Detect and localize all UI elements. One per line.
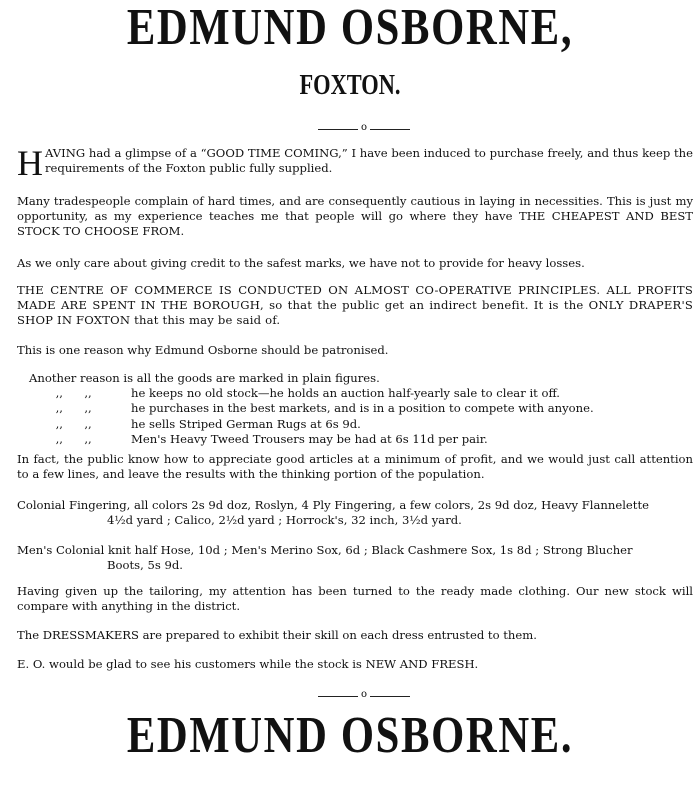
drop-cap: H: [17, 143, 43, 183]
colonial-line-2: 4½d yard ; Calico, 2½d yard ; Horrock's, 32 inch, 3½d yard.: [107, 513, 462, 527]
paragraph-patronise: This is one reason why Edmund Osborne should be patronised.: [17, 343, 389, 357]
intro-text: AVING had a glimpse of a “GOOD TIME COMING,” I have been induced to purchase freely, and thus keep the requirements of the Foxton public fully supplied.: [45, 146, 693, 175]
reasons-lead: Another reason is all the goods are marked in plain figures.: [29, 371, 380, 385]
paragraph-fact: In fact, the public know how to appreciate good articles at a minimum of profit, and we would just call attention to a few lines, and leave the results with the thinking portion of the population.: [17, 452, 693, 481]
colonial-fingering: [17, 498, 693, 528]
mens-hose: [17, 543, 693, 573]
paragraph-hard-times: Many tradespeople complain of hard times, and are consequently cautious in laying in necessities. This is just my opportunity, as my experience teaches me that people will go where they have THE CHEAPEST AND BEST STOCK TO CHOOSE FROM.: [17, 194, 693, 238]
bottom-divider: o: [318, 691, 410, 701]
paragraph-closing: E. O. would be glad to see his customers while the stock is NEW AND FRESH.: [17, 657, 479, 671]
header-town: FOXTON.: [299, 70, 401, 101]
footer-name: EDMUND OSBORNE.: [126, 707, 574, 764]
reasons-list: [17, 371, 693, 447]
paragraph-dressmakers: The DRESSMAKERS are prepared to exhibit their skill on each dress entrusted to them.: [17, 628, 537, 642]
list-item: ,, ,, he sells Striped German Rugs at 6s 9d.: [55, 416, 361, 431]
list-item: ,, ,, Men's Heavy Tweed Trousers may be had at 6s 11d per pair.: [55, 431, 488, 446]
paragraph-tailoring: Having given up the tailoring, my attention has been turned to the ready made clothing. Our new stock will compare with anything in the district.: [17, 584, 693, 613]
hose-line-2: Boots, 5s 9d.: [107, 558, 183, 572]
hose-line-1: Men's Colonial knit half Hose, 10d ; Men's Merino Sox, 6d ; Black Cashmere Sox, 1s 8d ; Strong Blucher: [17, 543, 633, 557]
paragraph-credit: As we only care about giving credit to the safest marks, we have not to provide for heavy losses.: [17, 256, 585, 270]
list-item: ,, ,, he purchases in the best markets, and is in a position to compete with anyone.: [55, 401, 594, 416]
intro-paragraph: [17, 143, 693, 183]
header-name: EDMUND OSBORNE,: [126, 0, 574, 56]
top-divider: o: [318, 124, 410, 134]
colonial-line-1: Colonial Fingering, all colors 2s 9d doz, Roslyn, 4 Ply Fingering, a few colors, 2s 9d doz, Heavy Flannelette: [17, 498, 649, 512]
paragraph-commerce: THE CENTRE OF COMMERCE IS CONDUCTED ON ALMOST CO-OPERATIVE PRINCIPLES. ALL PROFITS MADE ARE SPENT IN THE BOROUGH, so that the public get an indirect benefit. It is the ONLY DRAPER'S SHOP IN FOXTON that this may be said of.: [17, 283, 693, 327]
list-item: ,, ,, he keeps no old stock—he holds an auction half-yearly sale to clear it off.: [55, 386, 560, 401]
